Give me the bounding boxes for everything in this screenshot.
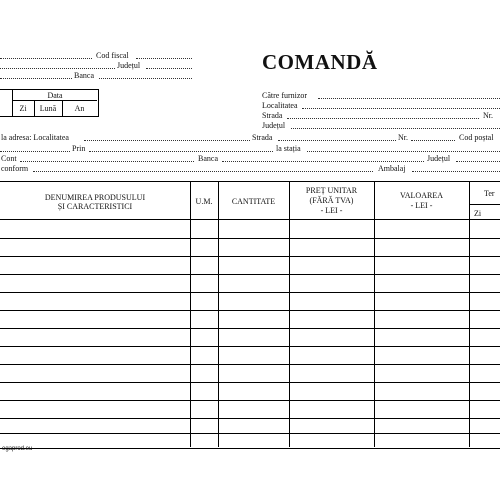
judetul-livrare-label: Județul <box>427 154 451 163</box>
cont-field[interactable] <box>20 161 194 162</box>
col-divider-5 <box>469 181 470 447</box>
col-pret-header-3: - LEI - <box>320 206 343 215</box>
cod-fiscal-field[interactable] <box>136 58 192 59</box>
col-valoare-header-2: - LEI - <box>410 201 433 210</box>
table-row-line <box>0 400 500 401</box>
table-row-line <box>0 292 500 293</box>
strada-label: Strada <box>262 111 283 120</box>
col-produs-header-2: ȘI CARACTERISTICI <box>57 202 133 211</box>
cod-fiscal-left-line <box>0 58 92 59</box>
table-row-line <box>0 382 500 383</box>
cont-label: Cont <box>1 154 17 163</box>
col-divider-3 <box>289 181 290 447</box>
localitatea-label: Localitatea <box>262 101 298 110</box>
judetul-furnizor-label: Județul <box>262 121 286 130</box>
footer-brand: egaprod.eu <box>2 446 33 452</box>
conform-field[interactable] <box>33 171 373 172</box>
adresa-localitatea-label: la adresa: Localitatea <box>1 133 69 142</box>
col-cantitate-header: CANTITATE <box>231 197 276 206</box>
strada-livrare-label: Strada <box>252 133 273 142</box>
order-table <box>0 181 500 449</box>
conform-label: conform <box>1 164 29 173</box>
table-row-line <box>0 433 500 434</box>
banca-field[interactable] <box>99 78 192 79</box>
table-row-line <box>0 274 500 275</box>
table-row-line <box>0 238 500 239</box>
banca-livrare-label: Banca <box>198 154 218 163</box>
adresa-localitatea-field[interactable] <box>84 140 250 141</box>
judetul-left-line <box>0 68 115 69</box>
prin-field[interactable] <box>89 151 273 152</box>
la-statia-field[interactable] <box>307 151 500 152</box>
table-row-line <box>0 364 500 365</box>
judetul-label: Județul <box>117 61 141 70</box>
date-luna-label: Lună <box>39 104 57 113</box>
col-produs-header-1: DENUMIREA PRODUSULUI <box>44 193 146 202</box>
table-row-line <box>0 310 500 311</box>
la-statia-label: la stația <box>276 144 301 153</box>
col-zi-header: Zi <box>474 209 482 218</box>
cod-postal-label: Cod poștal <box>459 133 494 142</box>
col-divider-4 <box>374 181 375 447</box>
banca-livrare-field[interactable] <box>222 161 424 162</box>
judetul-livrare-field[interactable] <box>456 161 500 162</box>
date-label: Data <box>47 91 63 100</box>
col-valoare-header-1: VALOAREA <box>400 191 443 200</box>
date-an-label: An <box>74 104 85 113</box>
banca-label: Banca <box>74 71 94 80</box>
banca-left-line <box>0 78 72 79</box>
strada-livrare-field[interactable] <box>278 140 396 141</box>
col-termen-header: Ter <box>484 189 495 198</box>
col-divider-2 <box>218 181 219 447</box>
judetul-furnizor-field[interactable] <box>291 128 500 129</box>
judetul-field[interactable] <box>146 68 192 69</box>
table-row-line <box>0 328 500 329</box>
page-title: COMANDĂ <box>262 50 378 74</box>
strada-field[interactable] <box>287 118 479 119</box>
date-zi-label: Zi <box>19 104 27 113</box>
nr-label: Nr. <box>483 111 493 120</box>
ambalaj-label: Ambalaj <box>378 164 406 173</box>
date-box-divider <box>12 100 97 101</box>
table-row-line <box>0 418 500 419</box>
ambalaj-field[interactable] <box>412 171 500 172</box>
prin-label: Prin <box>72 144 86 153</box>
termen-sub-divider <box>469 204 500 205</box>
catre-furnizor-field[interactable] <box>318 98 500 99</box>
nr-livrare-field[interactable] <box>411 140 455 141</box>
col-um-header: U.M. <box>195 197 213 206</box>
col-divider-1 <box>190 181 191 447</box>
cod-fiscal-label: Cod fiscal <box>96 51 129 60</box>
col-pret-header-2: (FĂRĂ TVA) <box>309 196 354 205</box>
col-pret-header-1: PREȚ UNITAR <box>305 186 358 195</box>
table-header-bottom <box>0 219 500 220</box>
localitatea-field[interactable] <box>302 108 500 109</box>
nr-livrare-label: Nr. <box>398 133 408 142</box>
table-row-line <box>0 256 500 257</box>
catre-furnizor-label: Către furnizor <box>262 91 308 100</box>
table-row-line <box>0 346 500 347</box>
prin-left-line <box>0 151 70 152</box>
